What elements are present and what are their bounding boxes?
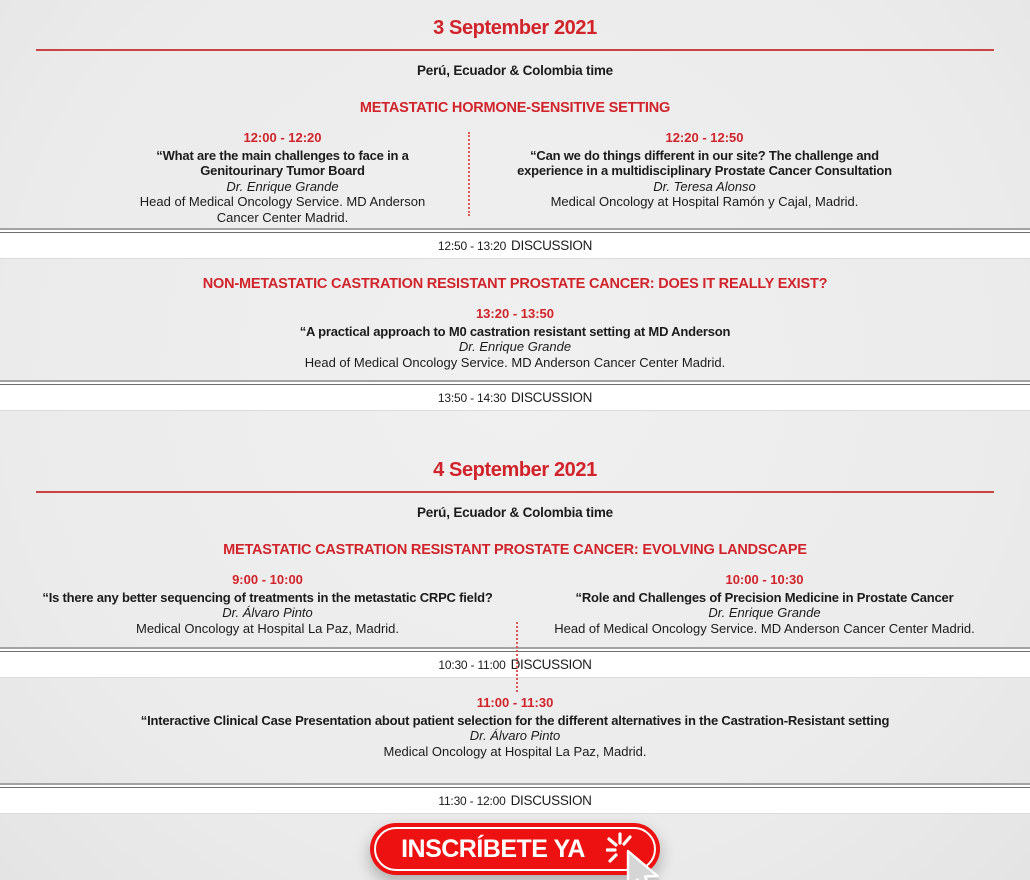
session-speaker: Dr. Enrique Grande bbox=[708, 605, 821, 620]
day1-title: 3 September 2021 bbox=[433, 17, 597, 39]
discussion-label: DISCUSSION bbox=[511, 238, 593, 253]
day2-title: 4 September 2021 bbox=[433, 459, 597, 481]
discussion-time: 11:30 - 12:00 bbox=[438, 793, 506, 808]
discussion-label: DISCUSSION bbox=[511, 390, 593, 405]
discussion-time: 13:50 - 14:30 bbox=[437, 390, 507, 405]
day2-timezone: Perú, Ecuador & Colombia time bbox=[417, 505, 613, 520]
session-title: “Can we do things different in our site? The challenge and experience in a multidisciplinary Prostate Cancer Consultation bbox=[517, 147, 892, 178]
session-speaker: Dr. Enrique Grande bbox=[458, 339, 572, 354]
day1-timezone: Perú, Ecuador & Colombia time bbox=[417, 63, 613, 78]
session-time: 10:00 - 10:30 bbox=[725, 572, 804, 587]
day-section-2 bbox=[0, 459, 1030, 814]
day1-session-row bbox=[0, 130, 1030, 225]
day2-section1-heading: METASTATIC CASTRATION RESISTANT PROSTATE CANCER: EVOLVING LANDSCAPE bbox=[223, 542, 807, 558]
session-speaker: Dr. Teresa Alonso bbox=[653, 178, 756, 194]
day-section-1 bbox=[0, 0, 1030, 411]
discussion-time: 12:50 - 13:20 bbox=[437, 238, 507, 253]
register-button[interactable] bbox=[370, 823, 660, 875]
session-time: 12:20 - 12:50 bbox=[665, 130, 744, 145]
session-speaker: Dr. Enrique Grande bbox=[226, 178, 339, 194]
click-spark-icon bbox=[607, 834, 630, 861]
cursor-arrow-icon bbox=[628, 851, 661, 880]
session-title: “A practical approach to M0 castration resistant setting at MD Anderson bbox=[299, 323, 731, 339]
dotted-divider bbox=[516, 622, 518, 692]
session-affiliation: Head of Medical Oncology Service. MD Anderson Cancer Center Madrid. bbox=[304, 354, 726, 370]
session-title: “Role and Challenges of Precision Medicine in Prostate Cancer bbox=[575, 589, 954, 605]
session-title: “Interactive Clinical Case Presentation about patient selection for the different alternatives in the Castration-Resistant setting bbox=[140, 712, 890, 728]
discussion-label: DISCUSSION bbox=[510, 793, 592, 808]
session-time: 12:00 - 12:20 bbox=[243, 130, 322, 145]
discussion-label: DISCUSSION bbox=[510, 657, 592, 672]
day2-session-row bbox=[0, 572, 1030, 636]
session-affiliation: Medical Oncology at Hospital La Paz, Madrid. bbox=[383, 743, 647, 759]
click-cursor-icon bbox=[606, 831, 672, 880]
session-block bbox=[0, 306, 1030, 370]
session-block bbox=[469, 130, 1030, 225]
session-affiliation: Medical Oncology at Hospital Ramón y Cajal, Madrid. bbox=[550, 194, 859, 209]
discussion-band bbox=[0, 228, 1030, 259]
session-time: 9:00 - 10:00 bbox=[232, 572, 303, 587]
session-affiliation: Head of Medical Oncology Service. MD Anderson Cancer Center Madrid. bbox=[139, 194, 426, 225]
discussion-band bbox=[0, 380, 1030, 411]
session-block bbox=[517, 572, 1030, 636]
register-button-label: INSCRÍBETE YA bbox=[401, 834, 585, 863]
discussion-band bbox=[0, 783, 1030, 814]
session-title: “What are the main challenges to face in a Genitourinary Tumor Board bbox=[156, 147, 409, 178]
day1-rule bbox=[36, 49, 994, 51]
session-time: 11:00 - 11:30 bbox=[476, 695, 554, 710]
cta-container bbox=[370, 823, 660, 875]
session-speaker: Dr. Álvaro Pinto bbox=[222, 605, 313, 620]
session-block bbox=[0, 130, 469, 225]
day1-section1-heading: METASTATIC HORMONE-SENSITIVE SETTING bbox=[359, 100, 671, 116]
session-title: “Is there any better sequencing of treatments in the metastatic CRPC field? bbox=[42, 589, 493, 605]
session-time: 13:20 - 13:50 bbox=[475, 306, 555, 321]
discussion-band bbox=[0, 647, 1030, 678]
session-block bbox=[0, 572, 517, 636]
day1-section2-heading: NON-METASTATIC CASTRATION RESISTANT PROSTATE CANCER: DOES IT REALLY EXIST? bbox=[202, 276, 828, 292]
discussion-time: 10:30 - 11:00 bbox=[438, 657, 506, 672]
session-affiliation: Head of Medical Oncology Service. MD Anderson Cancer Center Madrid. bbox=[554, 620, 975, 636]
dotted-divider bbox=[468, 132, 470, 216]
session-affiliation: Medical Oncology at Hospital La Paz, Madrid. bbox=[135, 620, 399, 636]
day2-rule bbox=[36, 491, 994, 493]
session-block bbox=[0, 695, 1030, 759]
session-speaker: Dr. Álvaro Pinto bbox=[469, 728, 561, 743]
